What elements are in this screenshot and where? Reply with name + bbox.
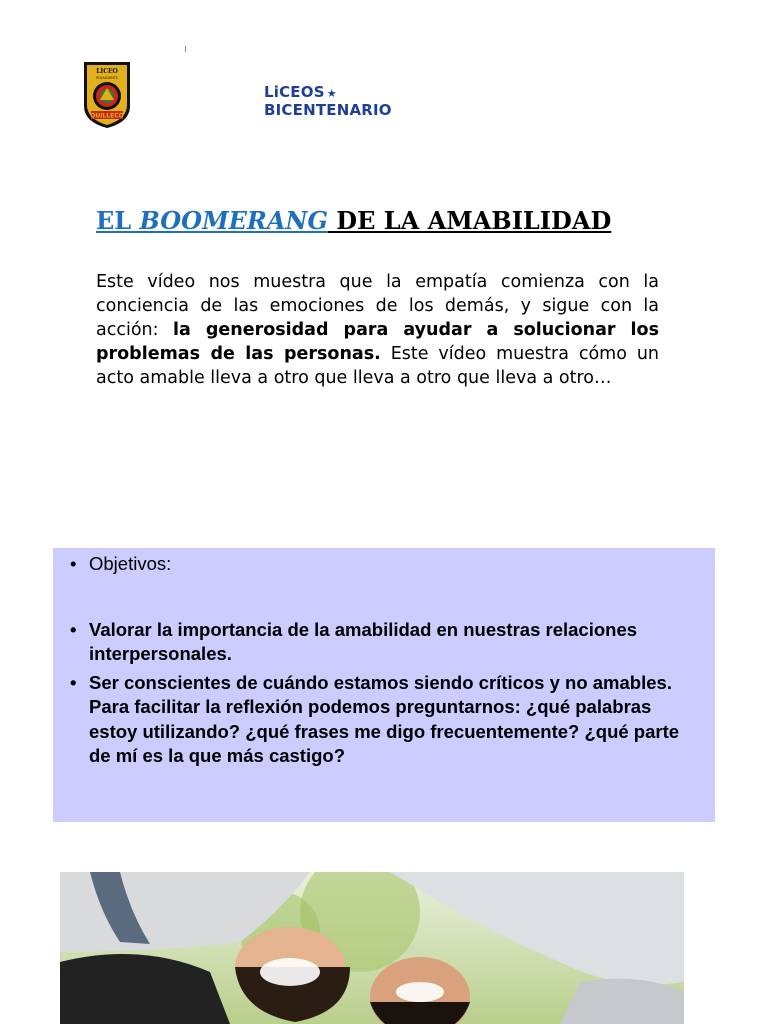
logo-text-mid: POLIVALENTE	[96, 76, 118, 80]
bullet-icon: •	[70, 671, 77, 693]
liceos-bicentenario-logo	[264, 84, 392, 119]
intro-text-before: Este vídeo nos muestra que la empatía comienza con la conciencia de las emociones de los demás, y sigue con la acción:	[96, 272, 659, 340]
objectives-box	[53, 548, 715, 822]
brand-line2: BICENTENARIO	[264, 101, 392, 119]
objective-item-text: Ser conscientes de cuándo estamos siendo críticos y no amables. Para facilitar la reflexión podemos preguntarnos: ¿qué palabras estoy utilizando? ¿qué frases me digo frecuentemente? ¿qué parte de mí es la que más castigo?	[89, 671, 680, 766]
bullet-icon: •	[70, 553, 77, 574]
objectives-heading-text: Objetivos:	[89, 553, 172, 574]
objective-item	[70, 671, 697, 769]
title-boomerang: BOOMERANG	[139, 206, 328, 235]
title-el: EL	[96, 206, 140, 235]
logo-text-top: LICEO	[96, 68, 118, 75]
objective-item	[70, 618, 697, 667]
objectives-list	[70, 552, 697, 769]
divider-tick	[185, 46, 186, 52]
title-rest: DE LA AMABILIDAD	[327, 206, 612, 235]
bullet-icon: •	[70, 618, 77, 640]
school-crest-icon	[80, 60, 134, 130]
brand-line1: LiCEOS	[264, 83, 325, 101]
logo-text-bottom: QUILLECO	[90, 112, 124, 120]
objective-item-text: Valorar la importancia de la amabilidad en nuestras relaciones interpersonales.	[89, 618, 638, 664]
intro-bold-text: la generosidad para ayudar a solucionar los problemas de las personas.	[96, 320, 659, 364]
intro-paragraph	[96, 270, 659, 390]
page-title	[96, 206, 611, 235]
objectives-heading	[70, 552, 697, 577]
star-icon: ★	[326, 87, 337, 100]
group-of-smiling-friends-photo	[60, 872, 684, 1024]
intro-text-after: Este vídeo muestra cómo un acto amable lleva a otro que lleva a otro que lleva a otro…	[96, 344, 660, 388]
